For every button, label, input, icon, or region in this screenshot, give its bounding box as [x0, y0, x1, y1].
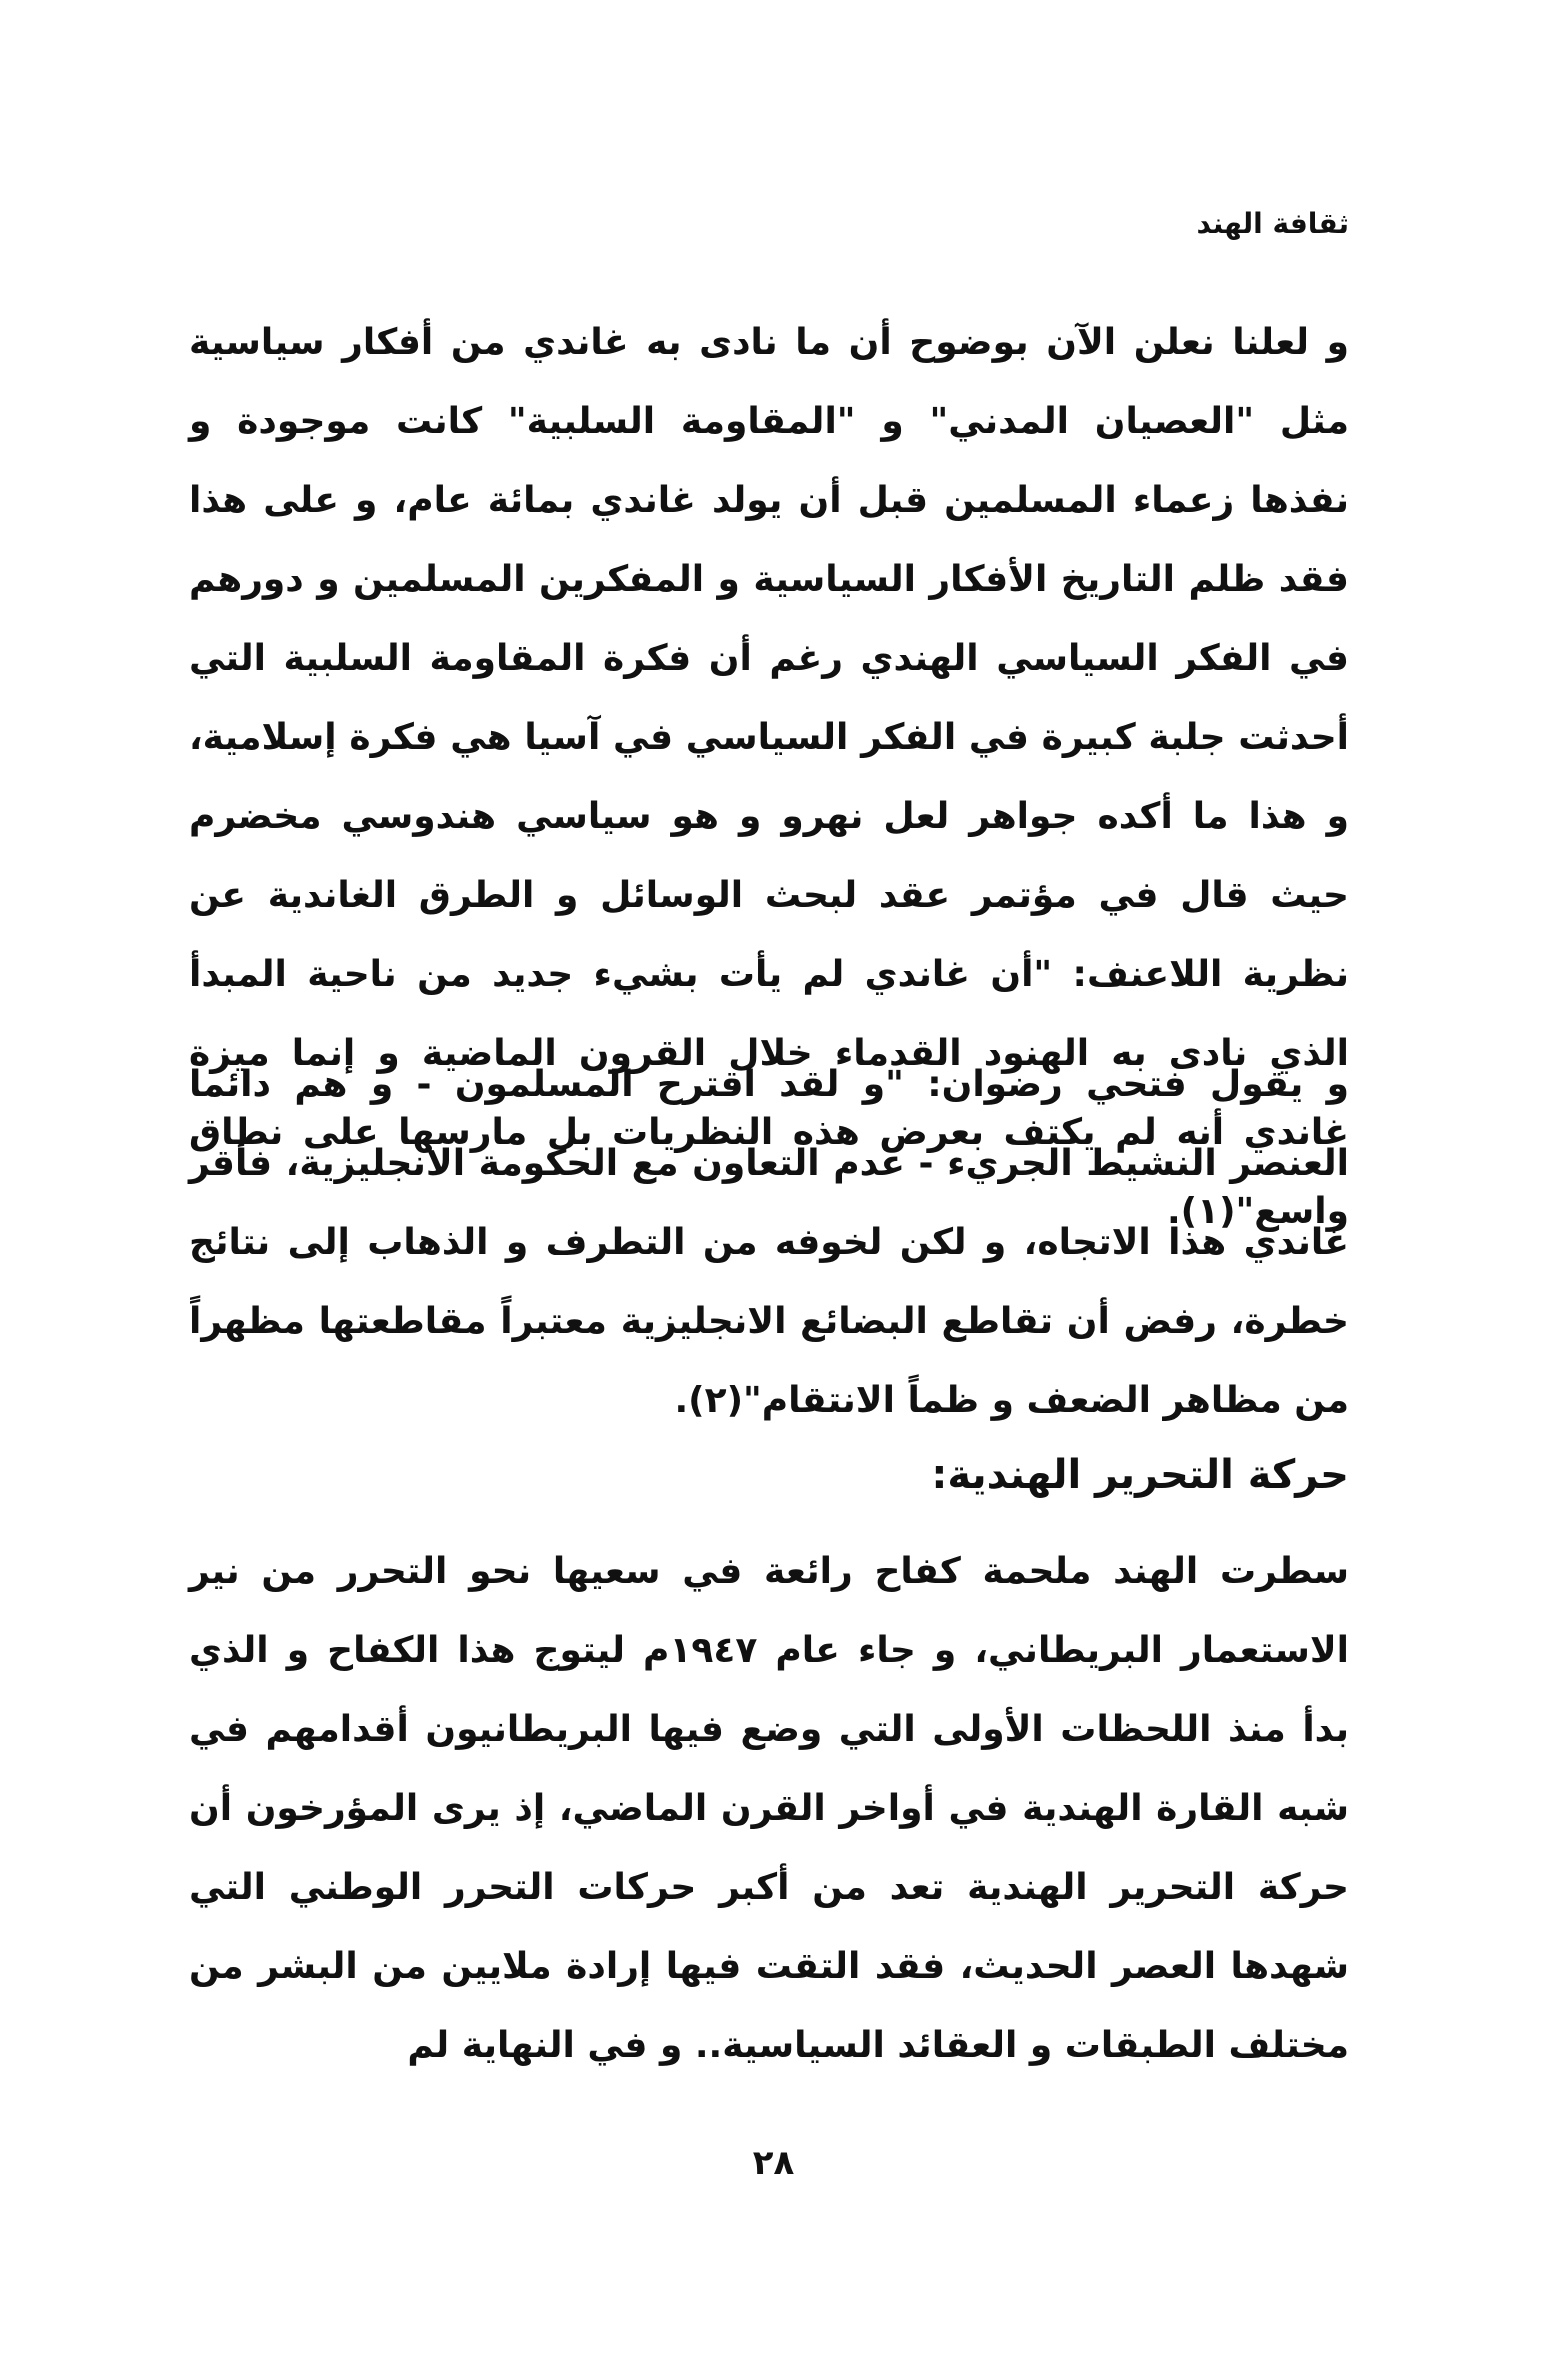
running-header-title: ثقافة الهند: [1196, 207, 1349, 240]
section-heading: حركة التحرير الهندية:: [931, 1452, 1349, 1498]
paragraph-text: و لعلنا نعلن الآن بوضوح أن ما نادى به غاندي من أفكار سياسية مثل "العصيان المدني" و "المقاومة السلبية" كانت موجودة و نفذها زعماء المسلمين قبل أن يولد غاندي بمائة عام، و على هذا فقد ظلم التاريخ الأفكار السياسية و المفكرين المسلمين و دورهم في الفكر السياسي الهندي رغم أن فكرة المقاومة السلبية التي أحدثت جلبة كبيرة في الفكر السياسي في آسيا هي فكرة إسلامية، و هذا ما أكده جواهر لعل نهرو و هو سياسي هندوسي مخضرم حيث قال في مؤتمر عقد لبحث الوسائل و الطرق الغاندية عن نظرية اللاعنف: "أن غاندي لم يأت بشيء جديد من ناحية المبدأ الذي نادى به الهنود القدماء خلال القرون الماضية و إنما ميزة غاندي أنه لم يكتف بعرض هذه النظريات بل مارسها على نطاق واسع"(١).: [189, 322, 1349, 1232]
paragraph-fathi-radwan-quote: [189, 1045, 1349, 1440]
page-number: ٢٨: [752, 2143, 795, 2183]
paragraph-liberation-movement: [189, 1532, 1349, 2085]
paragraph-text: و يقول فتحي رضوان: "و لقد اقترح المسلمون - و هم دائما العنصر النشيط الجريء - عدم التعاون مع الحكومة الانجليزية، فأقر غاندي هذا الاتجاه، و لكن لخوفه من التطرف و الذهاب إلى نتائج خطرة، رفض أن تقاطع البضائع الانجليزية معتبراً مقاطعتها مظهراً من مظاهر الضعف و ظماً الانتقام"(٢).: [189, 1064, 1349, 1421]
paragraph-text: سطرت الهند ملحمة كفاح رائعة في سعيها نحو التحرر من نير الاستعمار البريطاني، و جاء عام ١٩٤٧م ليتوج هذا الكفاح و الذي بدأ منذ اللحظات الأولى التي وضع فيها البريطانيون أقدامهم في شبه القارة الهندية في أواخر القرن الماضي، إذ يرى المؤرخون أن حركة التحرير الهندية تعد من أكبر حركات التحرر الوطني التي شهدها العصر الحديث، فقد التقت فيها إرادة ملايين من البشر من مختلف الطبقات و العقائد السياسية.. و في النهاية لم: [189, 1551, 1350, 2066]
